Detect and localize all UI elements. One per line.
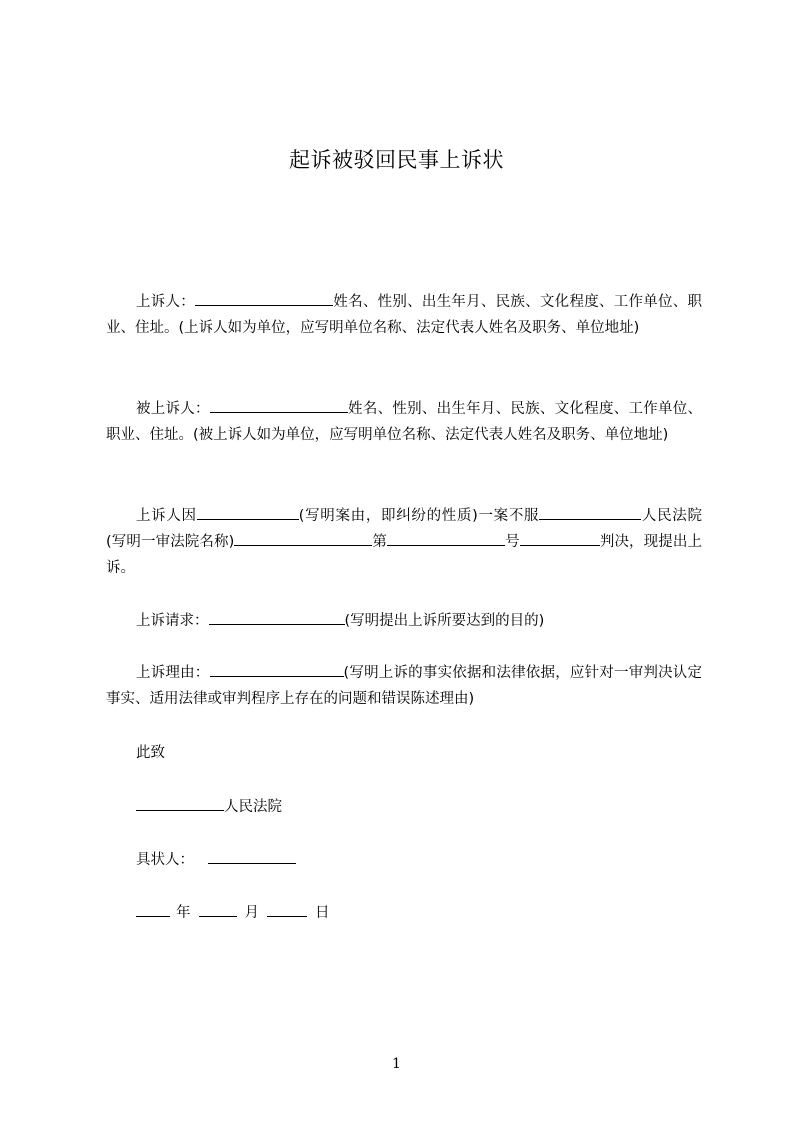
reason-text-4: 第 [372,534,388,550]
page-number: 1 [392,1056,401,1072]
document-title: 起诉被驳回民事上诉状 [289,148,504,172]
signer-label: 具状人： [136,852,194,868]
appeal-reason-paragraph [106,503,702,581]
reason-text-1: 上诉人因 [136,508,197,524]
day-blank[interactable] [267,902,307,917]
court-line [136,794,282,820]
court-label: 人民法院 [224,799,282,815]
appeal-request-line [136,608,544,634]
reason-text-3: 人民法院(写明一审法院名称) [106,508,702,550]
reason-text-2: (写明案由，即纠纷的性质)一案不服 [298,508,540,524]
appellee-label: 被上诉人： [136,401,210,417]
request-label: 上诉请求： [136,613,209,629]
appellee-description: 姓名、性别、出生年月、民族、文化程度、工作单位、职业、住址。(被上诉人如为单位，应写明单位名称、法定代表人姓名及职务、单位地址) [106,401,703,443]
month-blank[interactable] [199,902,237,917]
date-line [136,900,330,926]
appellant-blank[interactable] [195,291,333,306]
month-label: 月 [244,905,259,921]
year-blank[interactable] [136,902,170,917]
case-number-blank[interactable] [387,531,505,546]
grounds-label: 上诉理由： [136,665,210,681]
request-hint: (写明提出上诉所要达到的目的) [344,613,545,629]
appeal-grounds-paragraph [106,660,702,712]
appellee-paragraph [106,396,702,448]
grounds-hint: (写明上诉的事实依据和法律依据，应针对一审判决认定事实、适用法律或审判程序上存在的问题和错误陈述理由) [106,665,703,707]
court-blank[interactable] [136,796,224,811]
request-blank[interactable] [209,610,345,625]
day-label: 日 [315,905,330,921]
appellant-description: 姓名、性别、出生年月、民族、文化程度、工作单位、职业、住址。(上诉人如为单位，应写明单位名称、法定代表人姓名及职务、单位地址) [106,294,703,336]
signer-line [136,847,296,873]
judgment-blank[interactable] [520,531,600,546]
case-cause-blank[interactable] [197,505,299,520]
signer-blank[interactable] [208,849,296,864]
year-label: 年 [176,905,191,921]
first-court-blank[interactable] [539,505,641,520]
reason-text-5: 号 [505,534,520,550]
appellant-label: 上诉人： [136,294,196,310]
appellant-paragraph [106,289,702,341]
court-name-blank[interactable] [234,531,372,546]
grounds-blank[interactable] [210,662,344,677]
salutation: 此致 [136,745,165,761]
reason-text-6: 判决，现提出上诉。 [106,534,702,576]
appellee-blank[interactable] [210,398,348,413]
